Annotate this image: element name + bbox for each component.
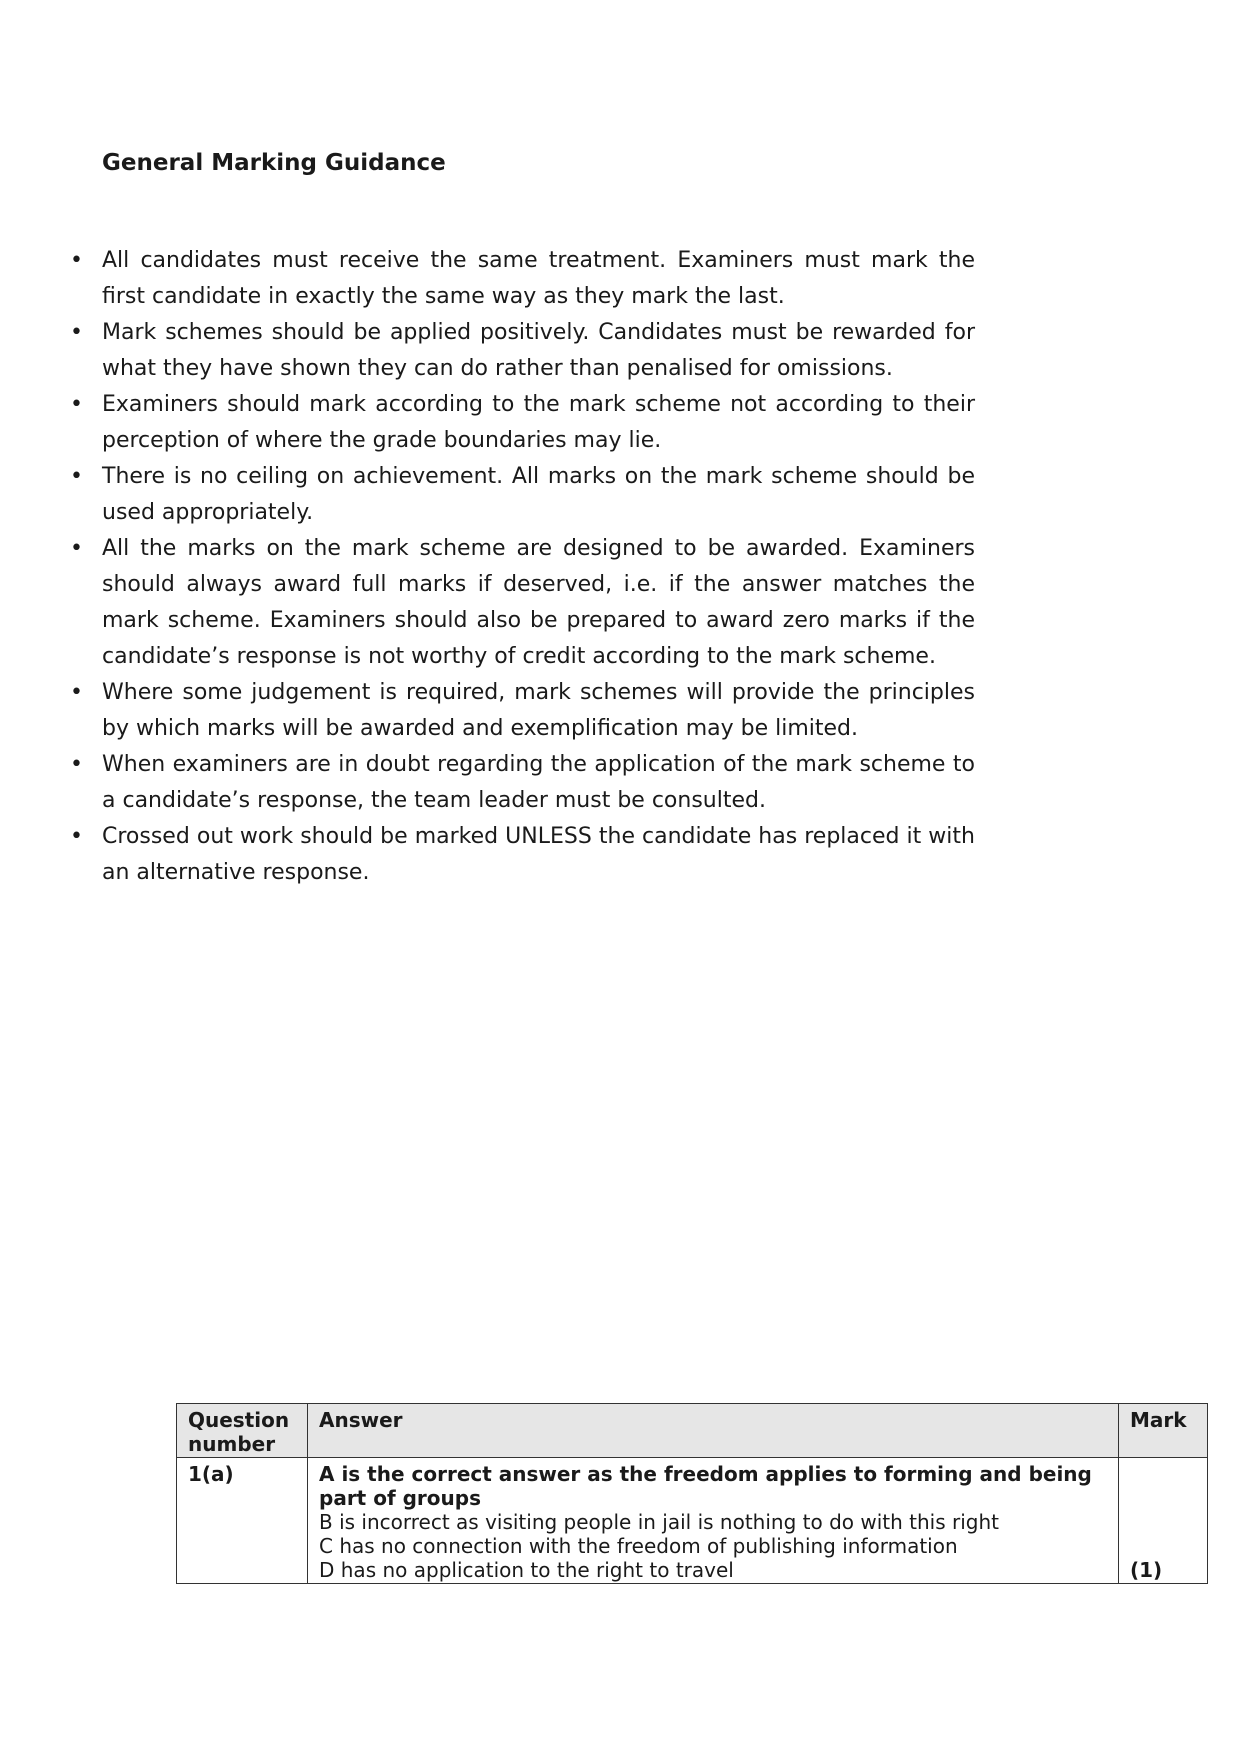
guidance-item (70, 315, 975, 387)
guidance-item (70, 459, 975, 531)
page-heading: General Marking Guidance (102, 150, 446, 176)
guidance-text: There is no ceiling on achievement. All marks on the mark scheme should be used appropriately. (102, 464, 975, 525)
bullet-icon: • (70, 320, 83, 345)
guidance-item (70, 387, 975, 459)
question-number-cell: 1(a) (177, 1458, 308, 1584)
bullet-icon: • (70, 536, 83, 561)
mark-cell: (1) (1119, 1458, 1208, 1584)
guidance-text: When examiners are in doubt regarding the application of the mark scheme to a candidate’s response, the team leader must be consulted. (102, 752, 975, 813)
guidance-text: Mark schemes should be applied positively. Candidates must be rewarded for what they have shown they can do rather than penalised for omissions. (102, 320, 975, 381)
answer-cell (308, 1458, 1119, 1584)
answer-header: Answer (308, 1404, 1119, 1458)
guidance-text: Where some judgement is required, mark schemes will provide the principles by which marks will be awarded and exemplification may be limited. (102, 680, 975, 741)
guidance-item (70, 243, 975, 315)
bullet-icon: • (70, 392, 83, 417)
table-header-row (177, 1404, 1208, 1458)
bullet-icon: • (70, 752, 83, 777)
bullet-icon: • (70, 680, 83, 705)
guidance-item (70, 531, 975, 675)
distractor-text: B is incorrect as visiting people in jail is nothing to do with this right (319, 1510, 999, 1534)
guidance-item (70, 819, 975, 891)
guidance-item (70, 747, 975, 819)
table-row (177, 1458, 1208, 1584)
correct-answer-text: A is the correct answer as the freedom applies to forming and being part of groups (319, 1462, 1092, 1510)
guidance-text: Crossed out work should be marked UNLESS the candidate has replaced it with an alternative response. (102, 824, 975, 885)
guidance-item (70, 675, 975, 747)
guidance-text: All the marks on the mark scheme are designed to be awarded. Examiners should always award full marks if deserved, i.e. if the answer matches the mark scheme. Examiners should also be prepared to award zero marks if the candidate’s response is not worthy of credit according to the mark scheme. (102, 536, 975, 669)
guidance-text: Examiners should mark according to the mark scheme not according to their perception of where the grade boundaries may lie. (102, 392, 975, 453)
bullet-icon: • (70, 248, 83, 273)
guidance-list (70, 243, 975, 891)
bullet-icon: • (70, 464, 83, 489)
distractor-text: C has no connection with the freedom of publishing information (319, 1534, 958, 1558)
bullet-icon: • (70, 824, 83, 849)
distractor-text: D has no application to the right to travel (319, 1558, 734, 1582)
guidance-text: All candidates must receive the same treatment. Examiners must mark the first candidate in exactly the same way as they mark the last. (102, 248, 975, 309)
question-number-header: Question number (177, 1404, 308, 1458)
mark-scheme-table (176, 1403, 1208, 1584)
mark-header: Mark (1119, 1404, 1208, 1458)
